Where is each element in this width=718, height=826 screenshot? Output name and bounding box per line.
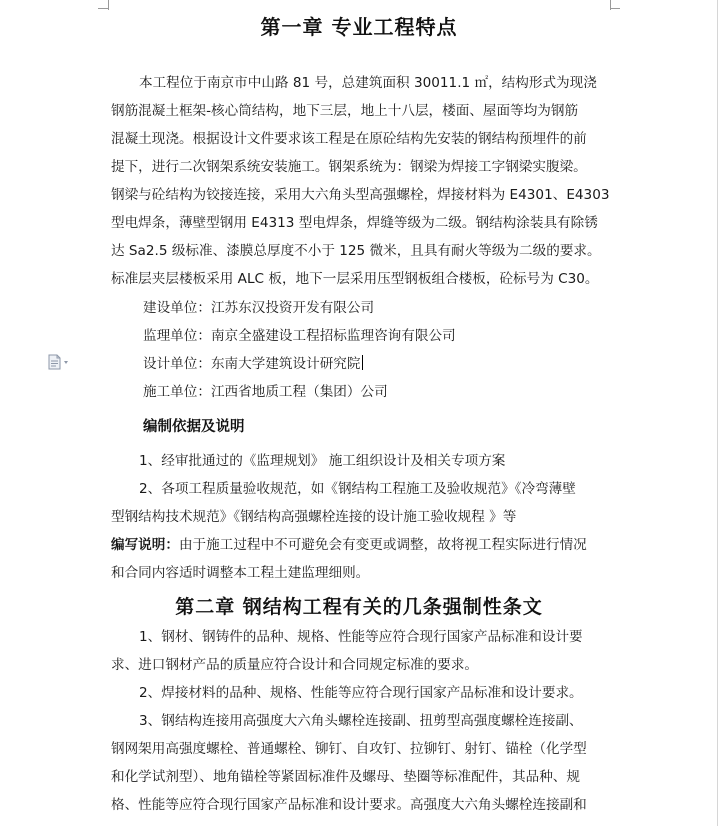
basis-item: 型钢结构技术规范》《钢结构高强螺栓连接的设计施工验收规程 》等 bbox=[111, 509, 517, 525]
clause-line: 3、钢结构连接用高强度大六角头螺栓连接副、扭剪型高强度螺栓连接副、 bbox=[139, 713, 583, 729]
note-line: 编写说明：由于施工过程中不可避免会有变更或调整，故将视工程实际进行情况 bbox=[111, 537, 587, 553]
chapter-2-title: 第二章 钢结构工程有关的几条强制性条文 bbox=[175, 596, 543, 618]
contractor-unit: 施工单位：江西省地质工程（集团）公司 bbox=[143, 384, 388, 400]
clause-line: 钢网架用高强度螺栓、普通螺栓、铆钉、自攻钉、拉铆钉、射钉、锚栓（化学型 bbox=[111, 741, 587, 757]
paragraph-line: 钢筋混凝土框架-核心筒结构，地下三层，地上十八层，楼面、屋面等均为钢筋 bbox=[111, 103, 579, 119]
crop-mark bbox=[610, 0, 611, 10]
paragraph-options-icon[interactable] bbox=[47, 354, 73, 370]
clause-line: 2、焊接材料的品种、规格、性能等应符合现行国家产品标准和设计要求。 bbox=[139, 685, 583, 701]
crop-mark bbox=[108, 0, 109, 10]
paragraph-line: 型电焊条，薄壁型钢用 E4313 型电焊条，焊缝等级为二级。钢结构涂装具有除锈 bbox=[111, 215, 598, 231]
clause-line: 1、钢材、钢铸件的品种、规格、性能等应符合现行国家产品标准和设计要 bbox=[139, 629, 583, 645]
text-cursor bbox=[362, 355, 363, 370]
paragraph-line: 提下，进行二次钢架系统安装施工。钢架系统为：钢梁为焊接工字钢梁实腹梁。 bbox=[111, 159, 587, 175]
crop-mark bbox=[98, 8, 108, 9]
clause-line: 格、性能等应符合现行国家产品标准和设计要求。高强度大六角头螺栓连接副和 bbox=[111, 797, 587, 813]
note-line: 和合同内容适时调整本工程土建监理细则。 bbox=[111, 565, 370, 581]
supervision-unit: 监理单位：南京全盛建设工程招标监理咨询有限公司 bbox=[143, 328, 456, 344]
basis-item: 2、各项工程质量验收规范，如《钢结构工程施工及验收规范》《冷弯薄壁 bbox=[139, 481, 576, 497]
basis-item: 1、经审批通过的《监理规划》 施工组织设计及相关专项方案 bbox=[139, 453, 506, 469]
crop-mark bbox=[610, 8, 620, 9]
paragraph-line: 混凝土现浇。根据设计文件要求该工程是在原砼结构先安装的钢结构预埋件的前 bbox=[111, 131, 587, 147]
chapter-1-title: 第一章 专业工程特点 bbox=[260, 15, 458, 39]
paragraph-line: 本工程位于南京市中山路 81 号，总建筑面积 30011.1 ㎡，结构形式为现浇 bbox=[139, 75, 597, 91]
design-unit: 设计单位：东南大学建筑设计研究院 bbox=[143, 356, 361, 372]
paragraph-line: 达 Sa2.5 级标准、漆膜总厚度不小于 125 微米，且具有耐火等级为二级的要求。 bbox=[111, 243, 601, 259]
paragraph-line: 钢梁与砼结构为铰接连接，采用大六角头型高强螺栓，焊接材料为 E4301、E4303 bbox=[111, 187, 610, 203]
basis-heading: 编制依据及说明 bbox=[143, 419, 245, 435]
construction-unit: 建设单位：江苏东汉投资开发有限公司 bbox=[143, 300, 375, 316]
clause-line: 和化学试剂型）、地角锚栓等紧固标准件及螺母、垫圈等标准配件，其品种、规 bbox=[111, 769, 580, 785]
paragraph-line: 标准层夹层楼板采用 ALC 板，地下一层采用压型钢板组合楼板，砼标号为 C30。 bbox=[111, 271, 599, 287]
clause-line: 求、进口钢材产品的质量应符合设计和合同规定标准的要求。 bbox=[111, 657, 479, 673]
note-label: 编写说明： bbox=[111, 537, 179, 553]
